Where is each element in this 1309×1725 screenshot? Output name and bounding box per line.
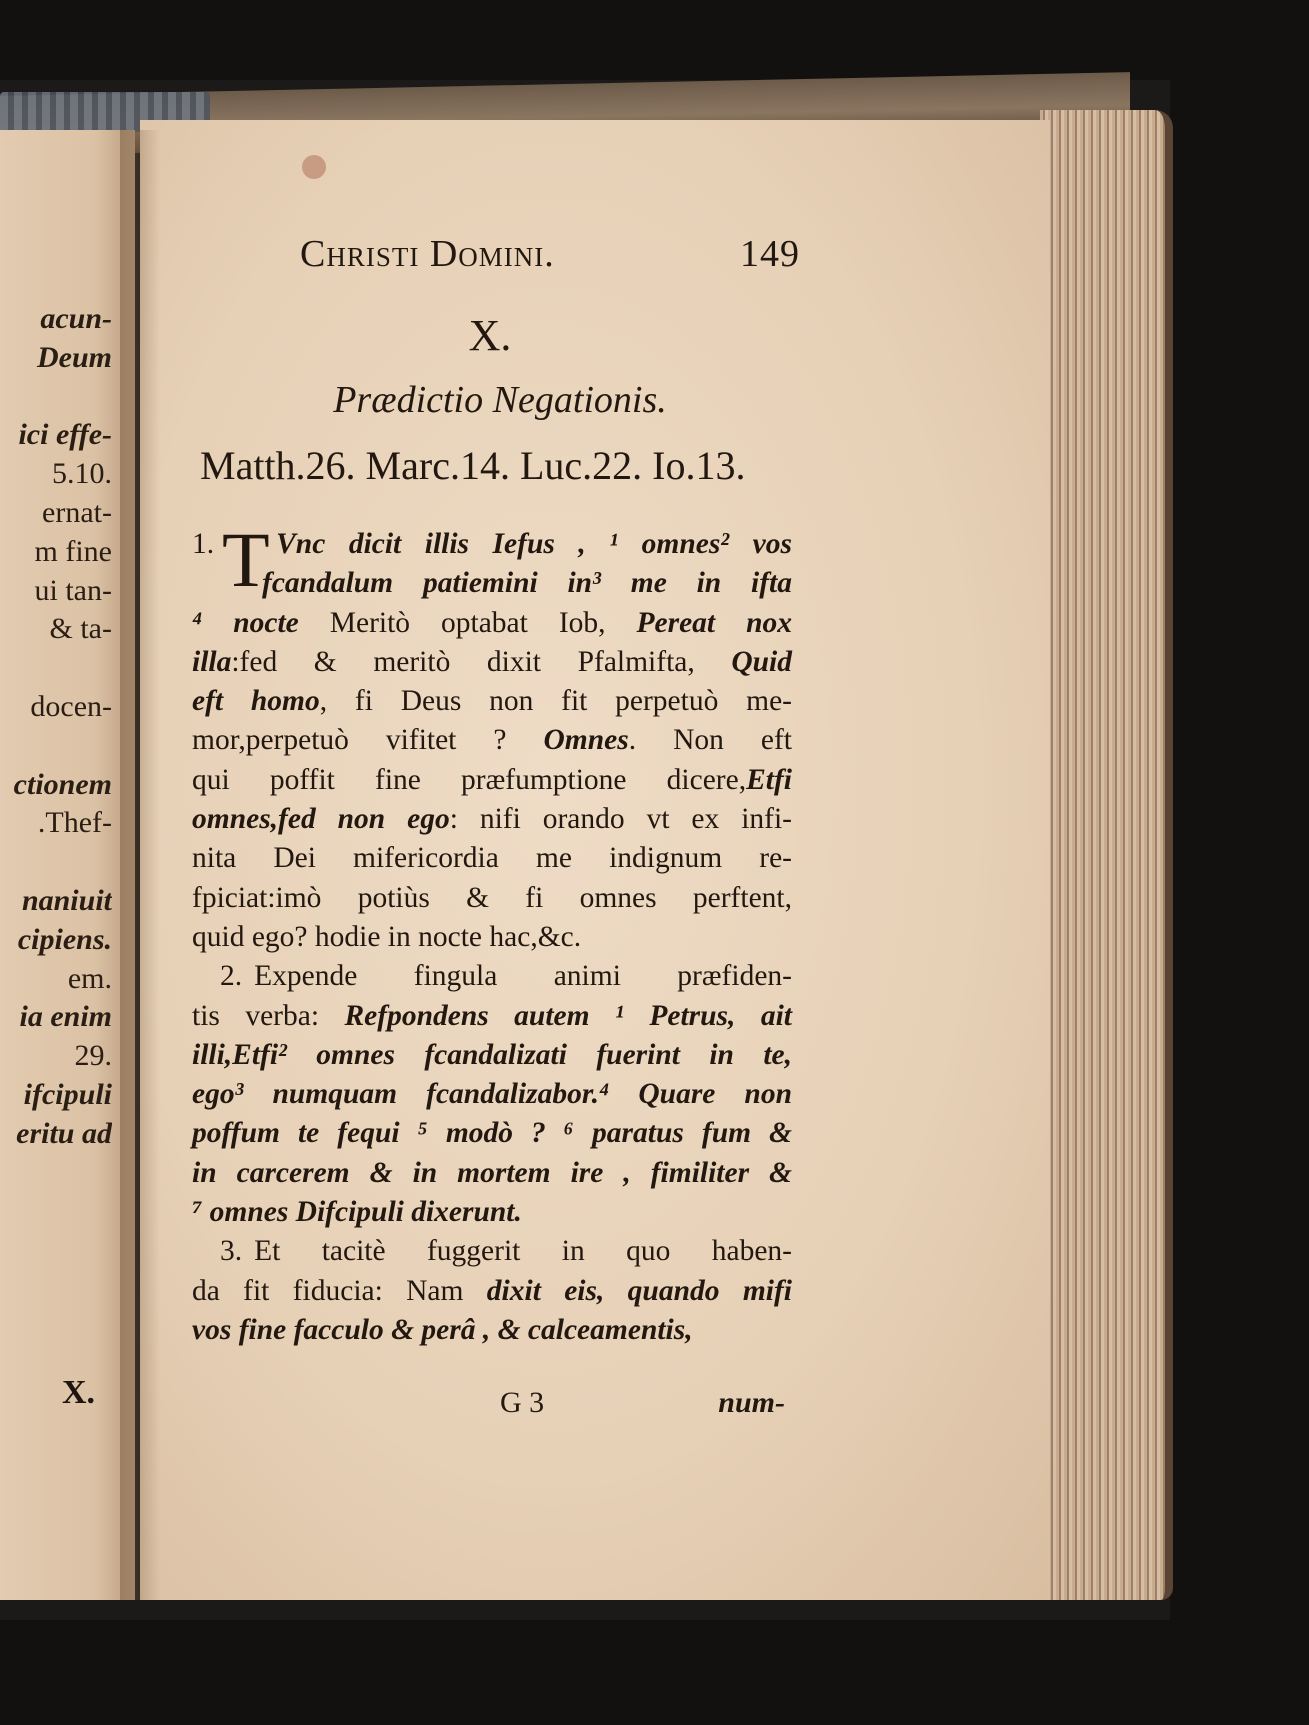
body-line [192, 1114, 792, 1153]
left-page-line: em. [67, 961, 112, 995]
paragraph-number: 2. [220, 960, 243, 993]
text-run: illi,Etfi² omnes fcandalizati fuerint in te, [192, 1038, 792, 1071]
body-line [192, 1232, 792, 1271]
scripture-references: Matth.26. Marc.14. Luc.22. Io.13. [200, 443, 746, 488]
text-run: in carcerem & in mortem ire , fimiliter & [192, 1156, 792, 1189]
signature-mark: G 3 [500, 1386, 545, 1419]
left-page-line: & ta- [49, 612, 112, 646]
paragraph-number: 1. [192, 528, 215, 560]
text-run: : nifi orando vt ex infi- [449, 803, 792, 836]
text-run: Meritò optabat Iob, [298, 606, 637, 639]
text-run: fcandalum patiemini in³ me in ifta [262, 567, 792, 600]
body-line [192, 1154, 792, 1193]
text-run: ⁴ nocte [192, 606, 299, 639]
running-title: Christi Domini. [300, 233, 555, 275]
catchword: num- [718, 1386, 785, 1419]
left-page-line: acun- [40, 302, 112, 335]
left-page-line [0, 727, 112, 766]
text-run: omnes,fed non ego [192, 803, 450, 836]
body-line [192, 839, 792, 878]
text-run: ⁷ omnes Difcipuli dixerunt. [192, 1196, 522, 1229]
text-run: Vnc dicit illis Iefus , ¹ omnes² vos [276, 528, 792, 560]
page-fore-edge [1040, 110, 1173, 1600]
left-page-line: eritu ad [16, 1116, 112, 1150]
book-gutter [120, 130, 160, 1600]
body-line [192, 1193, 792, 1232]
body-line [192, 761, 792, 800]
body-line [192, 564, 792, 603]
body-line [192, 1272, 792, 1311]
left-page-line: .Thef- [37, 806, 112, 840]
body-line [192, 1075, 792, 1114]
left-page-text [0, 300, 112, 1154]
text-run: tis verba: [192, 999, 345, 1032]
text-run: nita Dei mifericordia me indignum re- [192, 842, 792, 875]
left-page-catchword: X. [62, 1374, 96, 1411]
text-run: eft homo [192, 685, 320, 718]
paragraph-number: 3. [220, 1235, 243, 1268]
left-page-line: naniuit [21, 883, 112, 917]
body-line [192, 643, 792, 682]
left-page-line: m fine [34, 534, 112, 568]
body-line [192, 721, 792, 760]
body-line [192, 1036, 792, 1075]
left-page-line [0, 843, 112, 882]
text-run: :fed & meritò dixit Pfalmifta, [231, 645, 732, 678]
text-run: da fit fiducia: Nam [192, 1274, 487, 1307]
body-line [192, 879, 792, 918]
text-run: qui poffit fine præfumptione dicere, [192, 763, 747, 796]
text-run: Refpondens autem ¹ Petrus, ait [344, 999, 792, 1032]
left-page-line: ici effe- [18, 418, 112, 452]
left-page-line: docen- [30, 689, 112, 723]
body-line [192, 800, 792, 839]
left-page-line: ifcipuli [23, 1077, 112, 1111]
text-run: Etfi [746, 763, 792, 796]
text-run: Pereat nox [636, 606, 792, 639]
body-line [192, 997, 792, 1036]
text-run: , fi Deus non fit perpetuò me- [319, 685, 792, 718]
left-page-line: ui tan- [34, 573, 112, 607]
body-line [192, 604, 792, 643]
text-run: dixit eis, quando mifi [486, 1274, 792, 1307]
left-page-line: 29. [74, 1039, 112, 1073]
text-run: poffum te fequi ⁵ modò ? ⁶ paratus fum & [192, 1117, 792, 1150]
text-run: Omnes [543, 724, 629, 757]
left-page-line [0, 378, 112, 417]
text-run: . Non eft [628, 724, 792, 757]
text-run: Quid [731, 645, 792, 678]
left-page-line: ia enim [19, 1000, 112, 1034]
left-page-line [0, 649, 112, 688]
drop-cap: T [222, 516, 270, 603]
running-header [300, 232, 800, 282]
chapter-title: Prædictio Negationis. [333, 379, 667, 421]
text-run: illa [192, 645, 232, 678]
text-run: Expende fingula animi præfiden- [254, 960, 792, 993]
left-page-line: ernat- [42, 495, 112, 529]
page-footer [500, 1386, 785, 1426]
body-text [192, 516, 792, 1350]
text-run: ego³ numquam fcandalizabor.⁴ Quare non [192, 1078, 792, 1111]
body-line [192, 957, 792, 996]
body-line [192, 682, 792, 721]
text-run: mor,perpetuò vifitet ? [192, 724, 544, 757]
body-line [192, 1311, 792, 1350]
text-run: fpiciat:imò potiùs & fi omnes perftent, [192, 881, 792, 914]
ink-stain [302, 155, 326, 179]
text-run: vos fine facculo & perâ , & calceamentis, [192, 1313, 693, 1346]
left-page-line: cipiens. [17, 922, 112, 956]
left-page-line: ctionem [13, 767, 112, 801]
body-line [192, 918, 792, 957]
text-run: Et tacitè fuggerit in quo haben- [254, 1235, 792, 1268]
text-run: quid ego? hodie in nocte hac,&c. [192, 920, 582, 953]
chapter-number: X. [468, 311, 512, 360]
page-number: 149 [740, 233, 800, 275]
left-page-line: Deum [37, 340, 112, 374]
left-page-line: 5.10. [52, 457, 112, 491]
